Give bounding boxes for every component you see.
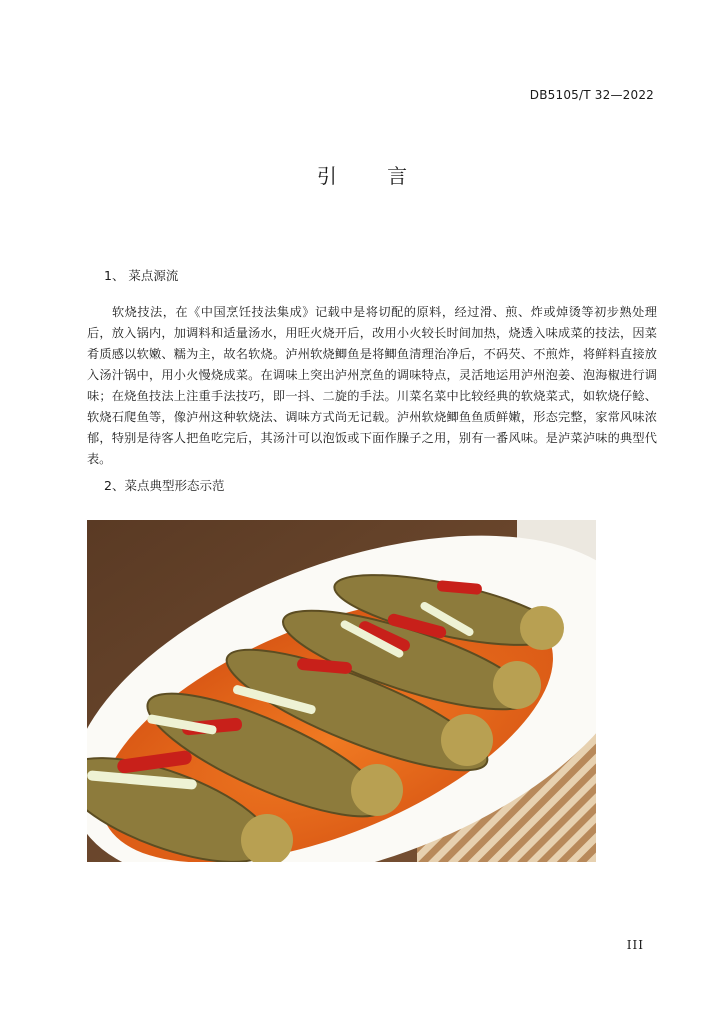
braised-fish-image [87, 520, 596, 862]
origin-paragraph: 软烧技法，在《中国烹饪技法集成》记载中是将切配的原料，经过滑、煎、炸或焯烫等初步熟处理后，放入锅内，加调料和适量汤水，用旺火烧开后，改用小火较长时间加热，烧透入味成菜的技法，因菜肴质感以软嫩、糯为主，故名软烧。泸州软烧鲫鱼是将鲫鱼清理治净后，不码芡、不煎炸，将鲜料直接放入汤汁锅中，用小火慢烧成菜。在调味上突出泸州烹鱼的调味特点，灵活地运用泸州泡姜、泡海椒进行调味；在烧鱼技法上注重手法技巧，即一抖、二旋的手法。川菜名菜中比较经典的软烧菜式，如软烧仔鲶、软烧石爬鱼等，像泸州这种软烧法、调味方式尚无记载。泸州软烧鲫鱼鱼质鲜嫩，形态完整，家常风味浓郁，特别是待客人把鱼吃完后，其汤汁可以泡饭或下面作臊子之用，别有一番风味。是泸菜泸味的典型代表。 [87, 305, 657, 466]
dish-photo [87, 520, 596, 862]
document-id: DB5105/T 32—2022 [529, 88, 654, 102]
page-title: 引 言 [316, 164, 430, 188]
section-heading-origin: 1、 菜点源流 [104, 268, 179, 283]
section-heading-demo: 2、菜点典型形态示范 [104, 478, 225, 493]
page-number: III [626, 938, 644, 952]
